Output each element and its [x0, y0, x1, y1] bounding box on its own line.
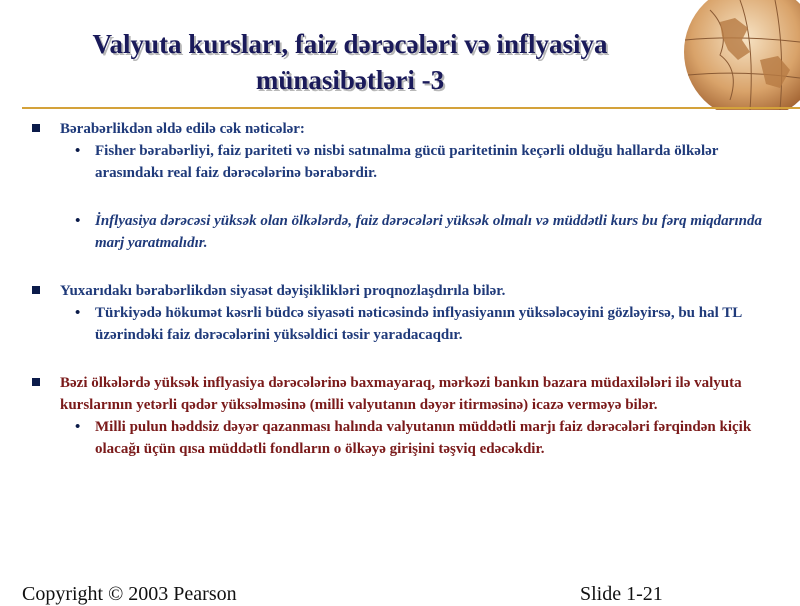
sub-bullet-3-1-text: Milli pulun həddsiz dəyər qazanması halında valyutanın müddətli marjı faiz dərəcələri fərqindən kiçik olacağı üçün qısa müddətli fondların o ölkəyə girişini təşviq edəcəkdir.	[95, 419, 752, 457]
dot-bullet-icon: •	[75, 305, 81, 321]
bullet-1	[30, 118, 770, 140]
footer-slide-number: Slide 1-21	[580, 583, 663, 605]
sub-bullet-1-2	[30, 210, 770, 254]
square-bullet-icon	[32, 124, 40, 132]
sub-bullet-1-1	[30, 140, 770, 184]
slide-title-line-2: münasibətləri -3	[255, 65, 445, 95]
sub-bullet-1-2-text: İnflyasiya dərəcəsi yüksək olan ölkələrdə, faiz dərəcələri yüksək olmalı və müddətli kurs bu fərq miqdarında marj yaratmalıdır.	[95, 213, 763, 251]
dot-bullet-icon: •	[75, 213, 81, 229]
sub-bullet-3-1	[30, 416, 770, 460]
slide-title-line-1: Valyuta kursları, faiz dərəcələri və inflyasiya	[92, 29, 608, 59]
bullet-3	[30, 372, 770, 416]
slide-body	[30, 118, 770, 460]
sub-bullet-2-1	[30, 302, 770, 346]
footer-copyright: Copyright © 2003 Pearson	[22, 583, 237, 605]
bullet-1-text: Bərabərlikdən əldə edilə cək nəticələr:	[60, 121, 305, 137]
dot-bullet-icon: •	[75, 419, 81, 435]
slide-title	[0, 26, 700, 98]
square-bullet-icon	[32, 286, 40, 294]
sub-bullet-2-1-text: Türkiyədə hökumət kəsrli büdcə siyasəti nəticəsində inflyasiyanın yüksələcəyini gözləyirsə, bu hal TL üzərindəki faiz dərəcələrini yüksəldici təsir yaradacaqdır.	[95, 305, 742, 343]
bullet-2-text: Yuxarıdakı bərabərlikdən siyasət dəyişiklikləri proqnozlaşdırıla bilər.	[60, 283, 506, 299]
globe-icon	[680, 0, 800, 110]
title-divider	[22, 107, 800, 109]
bullet-3-text: Bəzi ölkələrdə yüksək inflyasiya dərəcələrinə baxmayaraq, mərkəzi bankın bazara müdaxilələri ilə valyuta kurslarının yetərli qədər yüksəlməsinə (milli valyutanın dəyər itirməsinə) icazə verməyə bilər.	[60, 375, 742, 413]
sub-bullet-1-1-text: Fisher bərabərliyi, faiz pariteti və nisbi satınalma gücü paritetinin keçərli olduğu hallarda ölkələr arasındakı real faiz dərəcələrinə bərabərdir.	[95, 143, 719, 181]
square-bullet-icon	[32, 378, 40, 386]
dot-bullet-icon: •	[75, 143, 81, 159]
bullet-2	[30, 280, 770, 302]
